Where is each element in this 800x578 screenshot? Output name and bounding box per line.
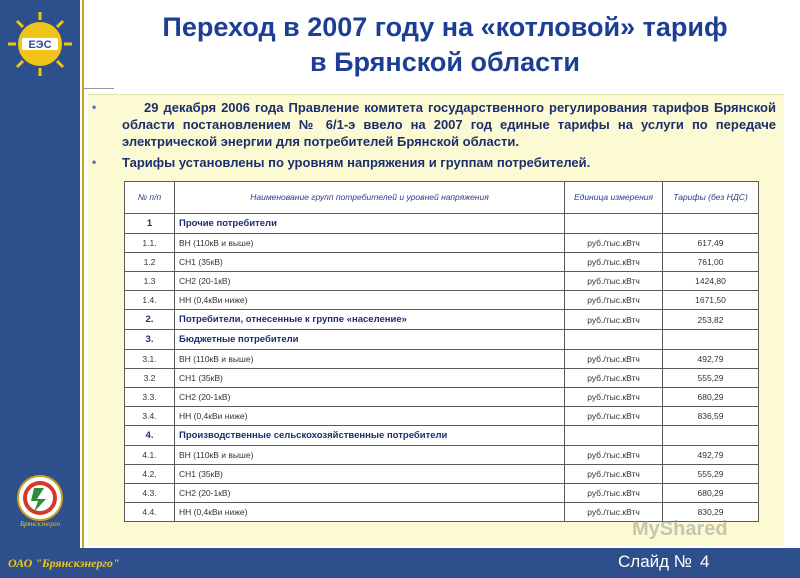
row-unit <box>565 426 663 446</box>
row-name: СН2 (20-1кВ) <box>175 484 565 503</box>
table-row <box>125 407 759 426</box>
content-panel <box>88 94 784 546</box>
table-group-row <box>125 426 759 446</box>
row-number: 3.1. <box>125 350 175 369</box>
header-divider <box>84 88 114 89</box>
sidebar <box>0 0 80 548</box>
header-unit: Единица измерения <box>565 182 663 214</box>
bullet-dot-icon: • <box>92 100 97 114</box>
row-tariff: 492,79 <box>663 446 759 465</box>
row-number: 2. <box>125 310 175 330</box>
row-number: 3.4. <box>125 407 175 426</box>
row-unit: руб./тыс.кВтч <box>565 407 663 426</box>
header-number: № п/п <box>125 182 175 214</box>
row-name: НН (0,4кВи ниже) <box>175 291 565 310</box>
row-number: 4.4. <box>125 503 175 522</box>
row-unit: руб./тыс.кВтч <box>565 369 663 388</box>
row-tariff <box>663 426 759 446</box>
table-group-row <box>125 330 759 350</box>
slide-number-label <box>618 552 710 572</box>
row-name: НН (0,4кВи ниже) <box>175 407 565 426</box>
row-name: ВН (110кВ и выше) <box>175 446 565 465</box>
row-name: СН2 (20-1кВ) <box>175 388 565 407</box>
row-number: 4.3. <box>125 484 175 503</box>
row-number: 4.2. <box>125 465 175 484</box>
row-tariff <box>663 214 759 234</box>
row-name: ВН (110кВ и выше) <box>175 234 565 253</box>
row-number: 1.2 <box>125 253 175 272</box>
row-tariff: 836,59 <box>663 407 759 426</box>
table-row <box>125 253 759 272</box>
row-tariff: 555,29 <box>663 465 759 484</box>
row-number: 3.3. <box>125 388 175 407</box>
row-number: 3.2 <box>125 369 175 388</box>
row-unit: руб./тыс.кВтч <box>565 234 663 253</box>
table-group-row <box>125 214 759 234</box>
table-row <box>125 484 759 503</box>
row-tariff <box>663 330 759 350</box>
row-unit: руб./тыс.кВтч <box>565 388 663 407</box>
bullet-text: 29 декабря 2006 года Правление комитета государственного регулирования тарифов Брянской области постановлением № 6/1-э ввело на 2007 год единые тарифы на услуги по передаче электрической энергии для потребителей Брянской области. <box>122 100 776 149</box>
ees-logo-icon <box>4 8 76 80</box>
row-name: СН1 (35кВ) <box>175 465 565 484</box>
row-tariff: 555,29 <box>663 369 759 388</box>
row-unit: руб./тыс.кВтч <box>565 272 663 291</box>
title-line-2: в Брянской области <box>310 47 580 77</box>
row-name: СН1 (35кВ) <box>175 369 565 388</box>
row-unit: руб./тыс.кВтч <box>565 350 663 369</box>
row-unit: руб./тыс.кВтч <box>565 253 663 272</box>
slide-number: 4 <box>700 552 710 571</box>
row-number: 1.3 <box>125 272 175 291</box>
row-name: ВН (110кВ и выше) <box>175 350 565 369</box>
row-tariff: 830,29 <box>663 503 759 522</box>
bullet-dot-icon: • <box>92 155 97 169</box>
row-unit: руб./тыс.кВтч <box>565 465 663 484</box>
row-name: СН1 (35кВ) <box>175 253 565 272</box>
bullet-text: Тарифы установлены по уровням напряжения и группам потребителей. <box>122 155 591 170</box>
row-number: 4.1. <box>125 446 175 465</box>
row-unit: руб./тыс.кВтч <box>565 503 663 522</box>
title-line-1: Переход в 2007 году на «котловой» тариф <box>162 12 728 42</box>
row-name: Производственные сельскохозяйственные потребители <box>175 426 565 446</box>
row-unit: руб./тыс.кВтч <box>565 446 663 465</box>
watermark: MyShared <box>632 518 728 540</box>
table-header-row <box>125 182 759 214</box>
row-number: 3. <box>125 330 175 350</box>
row-tariff: 253,82 <box>663 310 759 330</box>
slide-label: Слайд № <box>618 552 693 571</box>
gold-divider <box>82 0 84 548</box>
row-number: 4. <box>125 426 175 446</box>
bullet-item <box>92 99 776 150</box>
row-tariff: 680,29 <box>663 388 759 407</box>
row-tariff: 1671,50 <box>663 291 759 310</box>
row-tariff: 761,00 <box>663 253 759 272</box>
row-name: Потребители, отнесенные к группе «население» <box>175 310 565 330</box>
row-unit: руб./тыс.кВтч <box>565 484 663 503</box>
row-tariff: 617,49 <box>663 234 759 253</box>
table-row <box>125 388 759 407</box>
row-number: 1.4. <box>125 291 175 310</box>
table-body <box>125 214 759 522</box>
row-name: Прочие потребители <box>175 214 565 234</box>
top-logo-text: ЕЭС <box>28 39 52 51</box>
tariff-table <box>124 181 759 522</box>
slide-title <box>100 10 790 80</box>
table-row <box>125 234 759 253</box>
bullet-item <box>92 154 776 171</box>
row-unit: руб./тыс.кВтч <box>565 291 663 310</box>
table-row <box>125 291 759 310</box>
row-name: НН (0,4кВи ниже) <box>175 503 565 522</box>
row-tariff: 1424,80 <box>663 272 759 291</box>
row-number: 1.1. <box>125 234 175 253</box>
footer-bar <box>0 548 800 578</box>
bottom-logo-text: Брянскэнерго <box>20 520 60 528</box>
row-tariff: 680,29 <box>663 484 759 503</box>
row-name: СН2 (20-1кВ) <box>175 272 565 291</box>
row-unit <box>565 214 663 234</box>
row-unit: руб./тыс.кВтч <box>565 310 663 330</box>
bullet-list <box>92 99 776 175</box>
row-number: 1 <box>125 214 175 234</box>
header-tariff: Тарифы (без НДС) <box>663 182 759 214</box>
table-group-row <box>125 310 759 330</box>
table-row <box>125 446 759 465</box>
company-name: ОАО "Брянскэнерго" <box>8 556 120 570</box>
row-tariff: 492,79 <box>663 350 759 369</box>
table-row <box>125 465 759 484</box>
header-name: Наименование групп потребителей и уровней напряжения <box>175 182 565 214</box>
table-row <box>125 369 759 388</box>
row-name: Бюджетные потребители <box>175 330 565 350</box>
table-row <box>125 350 759 369</box>
row-unit <box>565 330 663 350</box>
table-row <box>125 272 759 291</box>
